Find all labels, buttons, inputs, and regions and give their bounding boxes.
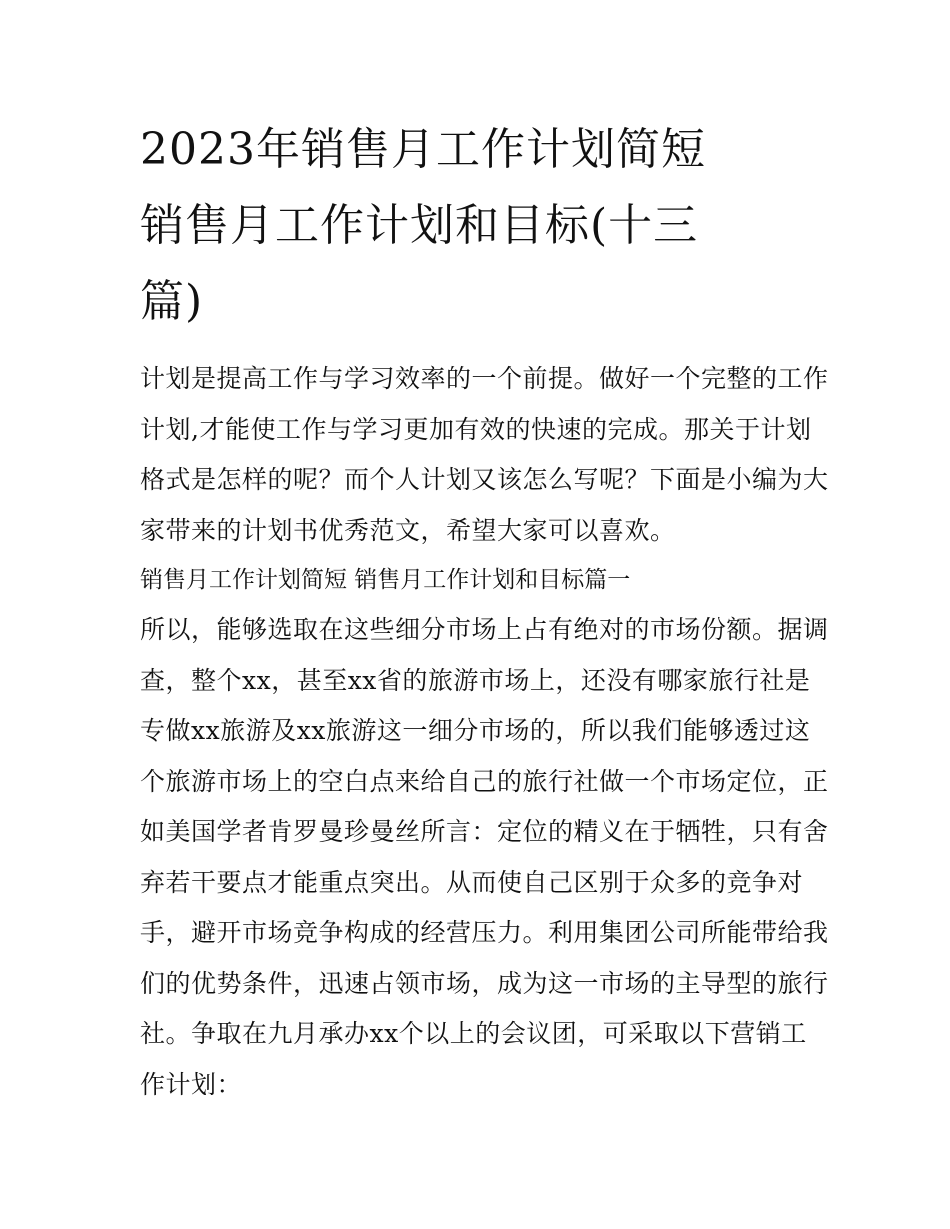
intro-paragraph [140, 354, 829, 556]
intro-line: 格式是怎样的呢？而个人计划又该怎么写呢？下面是小编为大 [140, 465, 829, 494]
intro-line: 计划,才能使工作与学习更加有效的快速的完成。那关于计划 [140, 414, 812, 444]
paragraph-line: 个旅游市场上的空白点来给自己的旅行社做一个市场定位，正 [140, 766, 829, 796]
intro-line: 家带来的计划书优秀范文，希望大家可以喜欢。 [140, 515, 676, 545]
paragraph-line: 弃若干要点才能重点突出。从而使自己区别于众多的竞争对 [140, 867, 804, 897]
paragraph-line: 们的优势条件，迅速占领市场，成为这一市场的主导型的旅行 [140, 968, 829, 998]
title-line-2: 销售月工作计划和目标(十三 [140, 200, 699, 251]
body-paragraph [140, 605, 829, 1110]
section-heading: 销售月工作计划简短 销售月工作计划和目标篇一 [140, 567, 631, 593]
paragraph-line: 专做xx旅游及xx旅游这一细分市场的，所以我们能够透过这 [140, 716, 811, 745]
title-line-3: 篇) [140, 276, 204, 327]
paragraph-line: 查，整个xx，甚至xx省的旅游市场上，还没有哪家旅行社是 [140, 665, 811, 695]
paragraph-line: 所以，能够选取在这些细分市场上占有绝对的市场份额。据调 [140, 615, 829, 644]
paragraph-line: 手，避开市场竞争构成的经营压力。利用集团公司所能带给我 [140, 918, 829, 947]
title-line-1: 2023年销售月工作计划简短 [140, 124, 706, 175]
paragraph-line: 社。争取在九月承办xx个以上的会议团，可采取以下营销工 [140, 1019, 807, 1048]
paragraph-line: 如美国学者肯罗曼珍曼丝所言：定位的精义在于牺牲，只有舍 [140, 817, 829, 846]
section-heading-block [140, 555, 820, 605]
document-title [140, 112, 820, 340]
paragraph-line: 作计划： [140, 1069, 243, 1099]
intro-line: 计划是提高工作与学习效率的一个前提。做好一个完整的工作 [140, 364, 829, 393]
